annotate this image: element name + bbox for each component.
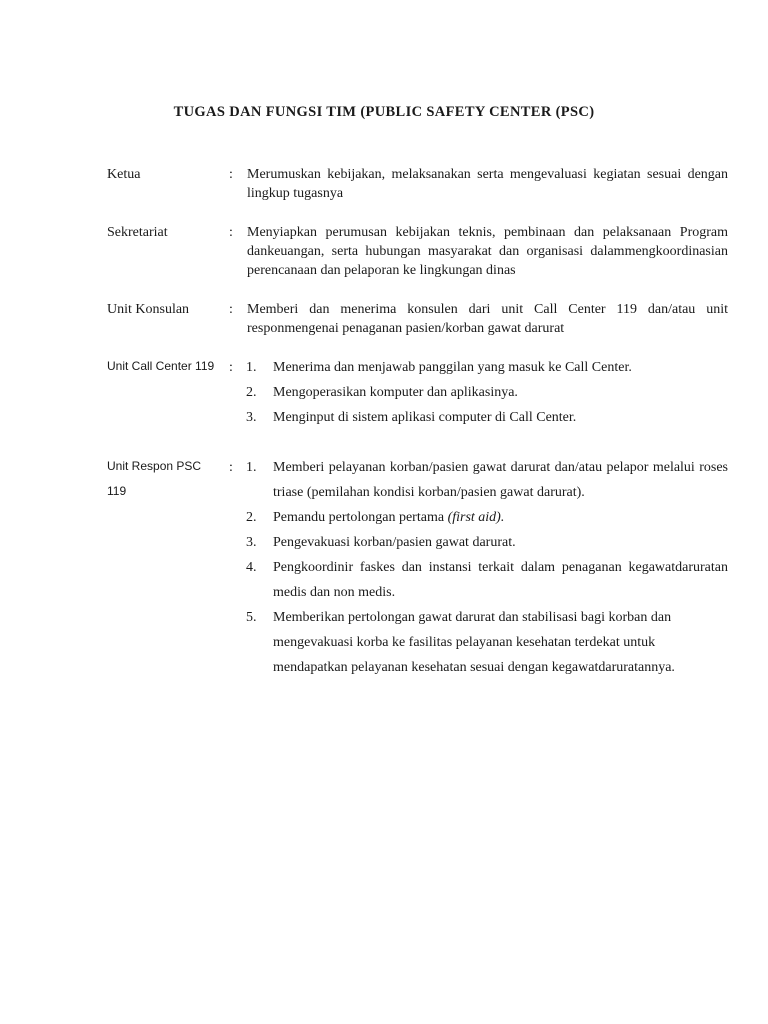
task-list (246, 455, 728, 680)
list-item (246, 555, 728, 605)
separator-colon: : (229, 302, 233, 317)
list-text: Menginput di sistem aplikasi computer di Call Center. (273, 410, 577, 425)
section-label: Unit Konsulan (107, 302, 190, 317)
separator-colon: : (229, 167, 233, 182)
section-description: Merumuskan kebijakan, melaksanakan serta mengevaluasi kegiatan sesuai dengan lingkup tugasnya (247, 167, 728, 201)
list-text: Pengevakuasi korban/pasien gawat darurat. (273, 535, 516, 550)
list-number: 5. (246, 610, 257, 625)
list-item (246, 380, 728, 405)
section-label: Unit Respon PSC 119 (107, 459, 202, 498)
task-list (246, 355, 728, 430)
list-text-main: Pemandu pertolongan pertama (273, 510, 448, 525)
list-item (246, 530, 728, 555)
section-description: Memberi dan menerima konsulen dari unit Call Center 119 dan/atau unit responmengenai penaganan pasien/korban gawat darurat (247, 302, 728, 336)
page-title: TUGAS DAN FUNGSI TIM (PUBLIC SAFETY CENTER (PSC) (173, 104, 595, 120)
separator-colon: : (229, 360, 233, 375)
section-label: Ketua (107, 167, 141, 182)
list-text: Menerima dan menjawab panggilan yang masuk ke Call Center. (273, 360, 632, 375)
list-item (246, 605, 728, 680)
list-item (246, 505, 728, 530)
separator-colon: : (229, 460, 233, 475)
list-text-emphasis: (first aid). (447, 510, 505, 525)
list-text: Memberikan pertolongan gawat darurat dan stabilisasi bagi korban dan mengevakuasi korba ke fasilitas pelayanan kesehatan terdekat untuk mendapatkan pelayanan kesehatan sesuai dengan kegawatdaruratannya. (273, 610, 675, 675)
list-number: 4. (246, 560, 257, 575)
section-label: Unit Call Center 119 (107, 359, 215, 373)
list-number: 3. (246, 410, 257, 425)
list-number: 3. (246, 535, 257, 550)
section-description: Menyiapkan perumusan kebijakan teknis, pembinaan dan pelaksanaan Program dankeuangan, serta hubungan masyarakat dan organisasi dalammengkoordinasian perencanaan dan pelaporan ke lingkungan dinas (247, 225, 728, 278)
list-number: 2. (246, 385, 257, 400)
list-item (246, 455, 728, 505)
list-number: 2. (246, 510, 257, 525)
list-text: Mengoperasikan komputer dan aplikasinya. (273, 385, 518, 400)
list-text: Pengkoordinir faskes dan instansi terkait dalam penaganan kegawatdaruratan medis dan non medis. (273, 560, 728, 600)
list-number: 1. (246, 360, 257, 375)
separator-colon: : (229, 225, 233, 240)
list-text (273, 505, 728, 530)
list-item (246, 355, 728, 380)
section-label: Sekretariat (107, 225, 168, 240)
list-item (246, 405, 728, 430)
list-number: 1. (246, 460, 257, 475)
list-text: Memberi pelayanan korban/pasien gawat darurat dan/atau pelapor melalui roses triase (pemilahan kondisi korban/pasien gawat darurat). (273, 460, 728, 500)
